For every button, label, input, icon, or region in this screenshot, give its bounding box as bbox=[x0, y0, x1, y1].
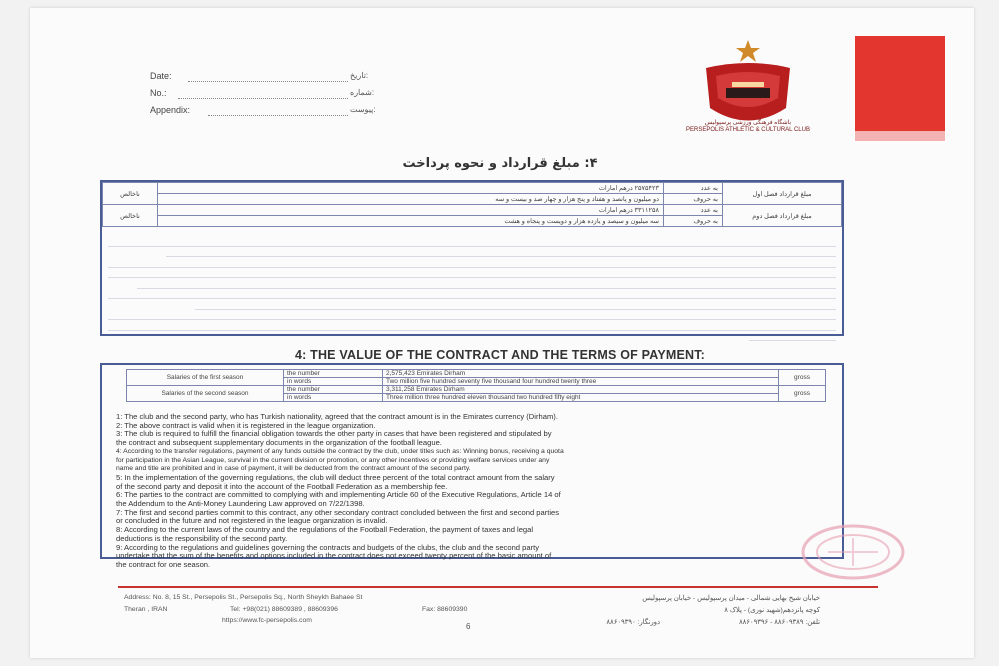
appendix-label: Appendix: bbox=[150, 105, 191, 115]
terms-line: 4: According to the transfer regulations, payment of any funds outside the contract by the club, under titles such as: Winning bonus, receiving a quota bbox=[116, 447, 564, 455]
table-row bbox=[103, 183, 842, 194]
terms-line: the contract for one season. bbox=[116, 560, 211, 569]
table-cell: 3,311,258 Emirates Dirham bbox=[383, 386, 779, 394]
table-cell: به عدد bbox=[664, 205, 723, 216]
english-section-title: 4: THE VALUE OF THE CONTRACT AND THE TERMS OF PAYMENT: bbox=[294, 348, 706, 362]
terms-line: 2: The above contract is valid when it is registered in the league organization. bbox=[116, 421, 376, 430]
table-cell: gross bbox=[779, 370, 826, 386]
footer-fax-en: Fax: 88609390 bbox=[422, 606, 468, 613]
terms-line: for participation in the Asian League, survival in the current division or promotion, or any other incentives or providing welfare services under any bbox=[116, 456, 550, 464]
table-row bbox=[127, 370, 826, 378]
footer-fax-fa: دورنگار: ۸۸۶۰۹۳۹۰ bbox=[606, 619, 660, 626]
red-redaction-block bbox=[855, 36, 945, 131]
persian-terms-blurred bbox=[108, 238, 836, 343]
contract-terms bbox=[116, 413, 832, 570]
terms-line: undertake that the sum of the benefits and options included in the contract does not exceed twenty percent of the basic amount of bbox=[116, 552, 552, 561]
terms-line: 1: The club and the second party, who has Turkish nationality, agreed that the contract amount is in the Emirates currency (Dirham). bbox=[116, 413, 558, 421]
table-cell: ۲۵۷۵۴۲۳ درهم امارات bbox=[158, 183, 664, 194]
table-cell: ۳۳۱۱۲۵۸ درهم امارات bbox=[158, 205, 664, 216]
page-number: 6 bbox=[466, 622, 471, 631]
table-cell: دو میلیون و پانصد و هفتاد و پنج هزار و چهار صد و بیست و سه bbox=[158, 194, 664, 205]
table-cell: به حروف bbox=[664, 194, 723, 205]
table-cell: Salaries of the second season bbox=[127, 386, 284, 402]
table-cell: به عدد bbox=[664, 183, 723, 194]
table-cell: Two million five hundred seventy five thousand four hundred twenty three bbox=[383, 378, 779, 386]
terms-line: 9: According to the regulations and guidelines governing the contracts and budgets of the clubs, the club and the second party bbox=[116, 543, 540, 552]
table-row bbox=[127, 386, 826, 394]
footer-tel-en: Tel: +98(021) 88609389 , 88609396 bbox=[230, 606, 338, 613]
footer-divider bbox=[118, 586, 878, 588]
table-cell: ناخالص bbox=[103, 205, 158, 227]
date-label: Date: bbox=[150, 71, 172, 81]
appendix-line bbox=[208, 115, 348, 116]
persian-contract-box bbox=[100, 180, 844, 336]
terms-line: or concluded in the future and not registered in the league organization is invalid. bbox=[116, 517, 388, 526]
table-cell: the number bbox=[284, 370, 383, 378]
terms-line: 7: The first and second parties commit to this contract, any other secondary contract concluded between the first and second parties bbox=[116, 508, 560, 517]
terms-line: 6: The parties to the contract are committed to complying with and implementing Article 60 of the Executive Regulations, Article 14 of bbox=[116, 491, 561, 500]
pink-redaction-strip bbox=[855, 131, 945, 141]
terms-line: of the second party and deposit it into the account of the Football Federation as a membership fee. bbox=[116, 482, 448, 491]
number-label-fa: شماره: bbox=[350, 88, 375, 97]
date-label-fa: تاريخ: bbox=[350, 71, 369, 80]
terms-line: the Addendum to the Anti-Money Laundering Law approved on 7/22/1398. bbox=[116, 500, 365, 509]
logo-caption bbox=[684, 120, 812, 134]
footer-address-fa: خیابان شیخ بهایی شمالی - میدان پرسپولیس - خیابان پرسپولیس bbox=[642, 595, 820, 602]
table-cell: سه میلیون و سیصد و یازده هزار و دویست و پنجاه و هشت bbox=[158, 216, 664, 227]
table-cell: به حروف bbox=[664, 216, 723, 227]
footer-website: https://www.fc-persepolis.com bbox=[222, 617, 312, 624]
footer-city-en: Theran , IRAN bbox=[124, 606, 168, 613]
number-line bbox=[178, 98, 348, 99]
appendix-label-fa: پيوست: bbox=[350, 105, 376, 114]
terms-line: the contract and subsequent supplementary documents in the organization of the football league. bbox=[116, 439, 442, 448]
date-line bbox=[188, 81, 348, 82]
number-label: No.: bbox=[150, 88, 167, 98]
terms-line: 5: In the implementation of the governing regulations, the club will deduct three percent of the total contract amount from the salary bbox=[116, 473, 555, 482]
persian-section-title: ۴: مبلغ قرارداد و نحوه پرداخت bbox=[402, 156, 598, 171]
logo-caption-fa: باشگاه فرهنگی ورزشی پرسپولیس bbox=[704, 120, 792, 126]
terms-line: deductions is the responsibility of the second party. bbox=[116, 534, 288, 543]
club-stamp bbox=[798, 522, 908, 582]
table-cell: Three million three hundred eleven thousand two hundred fifty eight bbox=[383, 394, 779, 402]
footer-address-en: Address: No. 8, 15 St., Persepolis St., Persepolis Sq., North Sheykh Bahaee St bbox=[124, 594, 363, 601]
terms-line: 3: The club is required to fulfill the financial obligation towards the other party in cases that have been registered and stipulated by bbox=[116, 430, 552, 439]
table-cell: Salaries of the first season bbox=[127, 370, 284, 386]
table-cell: مبلغ قرارداد فصل دوم bbox=[723, 205, 842, 227]
table-cell: 2,575,423 Emirates Dirham bbox=[383, 370, 779, 378]
table-cell: the number bbox=[284, 386, 383, 394]
terms-line: name and title are prohibited and in case of payment, it will be deducted from the contract amount of the second party. bbox=[116, 465, 471, 473]
table-cell: gross bbox=[779, 386, 826, 402]
table-cell: in words bbox=[284, 394, 383, 402]
contract-page bbox=[30, 8, 974, 658]
table-cell: مبلغ قرارداد فصل اول bbox=[723, 183, 842, 205]
english-salary-table bbox=[126, 369, 826, 402]
table-cell: in words bbox=[284, 378, 383, 386]
terms-line: 8: According to the current laws of the country and the regulations of the Football Federation, the payment of taxes and legal bbox=[116, 526, 534, 535]
persian-salary-table bbox=[102, 182, 842, 227]
table-cell: ناخالص bbox=[103, 183, 158, 205]
table-row bbox=[103, 205, 842, 216]
english-contract-box bbox=[100, 363, 844, 569]
logo-caption-en: PERSEPOLIS ATHLETIC & CULTURAL CLUB bbox=[686, 127, 810, 133]
footer-tel-fa: تلفن: ۸۸۶۰۹۳۸۹ - ۸۸۶۰۹۳۹۶ bbox=[738, 619, 820, 626]
footer-address-fa-2: کوچه پانزدهم(شهید نوری) - پلاک ۸ bbox=[724, 607, 820, 614]
